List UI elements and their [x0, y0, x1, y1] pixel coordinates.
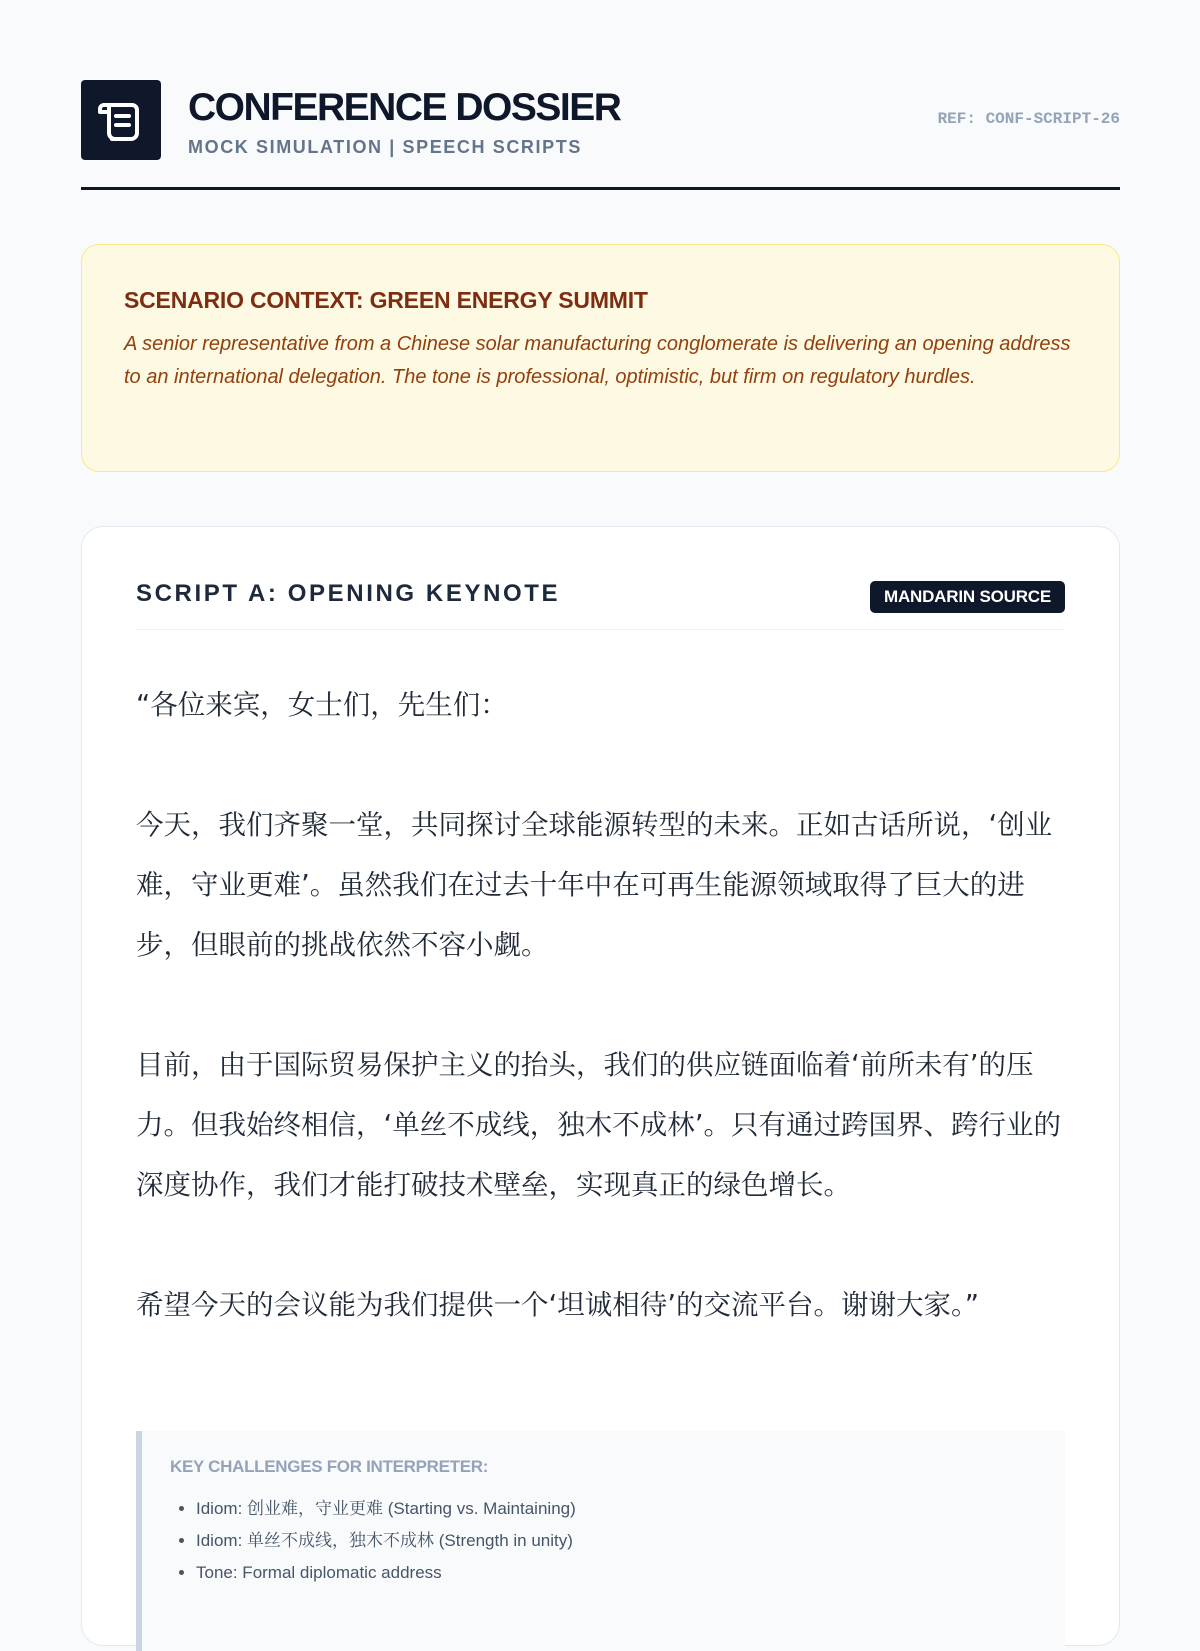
speech-paragraph: 今天，我们齐聚一堂，共同探讨全球能源转型的未来。正如古话所说，‘创业难，守业更难’。虽然我们在过去十年中在可再生能源领域取得了巨大的进步，但眼前的挑战依然不容小觑。 [136, 809, 1053, 961]
challenge-item: • Idiom: 创业难，守业更难 (Starting vs. Maintaining) [196, 1493, 1037, 1525]
page-header [81, 0, 1120, 190]
page-subtitle: MOCK SIMULATION | SPEECH SCRIPTS [188, 137, 582, 157]
scenario-description: A senior representative from a Chinese solar manufacturing conglomerate is delivering an opening address to an international delegation. The tone is professional, optimistic, but firm on regulatory hurdles. [124, 333, 1071, 388]
speech-paragraph: 目前，由于国际贸易保护主义的抬头，我们的供应链面临着‘前所未有’的压力。但我始终相信，‘单丝不成线，独木不成林’。只有通过跨国界、跨行业的深度协作，我们才能打破技术壁垒，实现真正的绿色增长。 [136, 1049, 1061, 1201]
scenario-title: SCENARIO CONTEXT: GREEN ENERGY SUMMIT [124, 287, 648, 313]
scenario-context-box [81, 244, 1120, 472]
page-title: CONFERENCE DOSSIER [188, 86, 621, 129]
challenge-item: • Idiom: 单丝不成线，独木不成林 (Strength in unity) [196, 1525, 1037, 1557]
language-badge: MANDARIN SOURCE [870, 581, 1065, 613]
speech-paragraph: “各位来宾，女士们，先生们： [136, 689, 508, 721]
challenges-title: KEY CHALLENGES FOR INTERPRETER: [170, 1457, 489, 1476]
speech-text [136, 675, 1065, 1335]
script-header [136, 527, 1065, 630]
scroll-icon [96, 95, 146, 145]
logo [81, 80, 161, 160]
script-title: SCRIPT A: OPENING KEYNOTE [136, 580, 561, 607]
reference-code: REF: CONF-SCRIPT-26 [937, 110, 1120, 128]
challenge-item: • Tone: Formal diplomatic address [196, 1557, 1037, 1589]
script-card [81, 526, 1120, 1646]
interpreter-challenges [136, 1431, 1065, 1651]
dossier-page [81, 0, 1120, 1582]
speech-paragraph: 希望今天的会议能为我们提供一个‘坦诚相待’的交流平台。谢谢大家。” [136, 1289, 979, 1321]
challenges-list [170, 1493, 1037, 1589]
